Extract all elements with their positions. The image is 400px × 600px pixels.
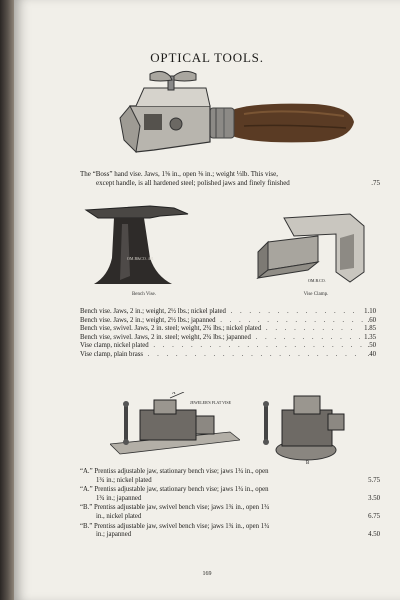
hand-vise-icon: [114, 66, 364, 166]
bench-vise-list: [80, 308, 376, 360]
prentiss-vise-list: [80, 468, 380, 541]
list-item: [80, 334, 376, 343]
item-line1: “A.” Prentiss adjustable jaw, stationary bench vise; jaws 1¾ in., open: [80, 468, 269, 475]
item-price: .50: [367, 342, 376, 350]
item-description: Bench vise. Jaws, 2 in.; weight, 2½ lbs.; japanned . . .: [80, 317, 364, 326]
item-description: Bench vise, swivel. Jaws, 2 in. steel; weight, 2¾ lbs.; japanned . . .: [80, 334, 360, 343]
label-a: A: [172, 392, 176, 396]
item-price: 1.10: [364, 308, 376, 315]
prentiss-vise-a-icon: [110, 392, 240, 462]
item-price: 1.35: [364, 333, 376, 341]
catalog-page: [14, 0, 400, 600]
item-price: 3.50: [368, 494, 380, 502]
item-price: 5.75: [368, 476, 380, 484]
vise-clamp-icon: [254, 212, 374, 290]
item-line2: 1¾ in.; japanned: [96, 494, 142, 502]
boss-vise-line1: The “Boss” hand vise. Jaws, 1⅝ in., open ⅜ in.; weight ⅓lb. This vise,: [80, 170, 278, 178]
item-line1: “B.” Prentiss adjustable jaw, swivel bench vise; jaws 1¾ in., open 1¾: [80, 522, 270, 530]
item-description: Bench vise. Jaws, 2 in.; weight, 2½ lbs.; nickel plated . . .: [80, 308, 360, 317]
jewelers-vise-label: JEWELER'S FLAT VISE: [190, 400, 232, 405]
label-b: B: [306, 461, 310, 466]
vise-clamp-caption: Vise Clamp.: [303, 292, 329, 297]
item-price: 4.50: [368, 531, 380, 539]
item-line1: “A.” Prentiss adjustable jaw, stationary bench vise; jaws 1¾ in., open: [80, 486, 269, 494]
item-line2: in.; japanned: [96, 531, 132, 539]
prentiss-vise-b-icon: [256, 380, 356, 466]
item-line2: in., nickel plated: [96, 512, 142, 520]
bench-vise-caption: Bench Vise.: [131, 292, 157, 297]
boss-vise-line2: except handle, is all hardened steel; polished jaws and finely finished: [96, 179, 290, 187]
item-description: Vise clamp, plain brass . . .: [80, 351, 364, 360]
list-item: [80, 351, 376, 360]
item-price: 1.85: [364, 325, 376, 333]
item-price: .60: [367, 316, 376, 324]
list-item: [80, 325, 376, 334]
bench-vise-stamp: OM.B&CO. 401: [127, 256, 154, 261]
anvil-bench-vise-icon: [80, 196, 200, 292]
page-number: 169: [202, 571, 212, 577]
book-spine: [0, 0, 14, 600]
item-price: .40: [367, 350, 376, 358]
clamp-stamp: OM.B.CO.: [308, 278, 326, 283]
boss-vise-price: .75: [371, 179, 380, 187]
list-item: [80, 308, 376, 317]
item-line1: “B.” Prentiss adjustable jaw, swivel bench vise; jaws 1¾ in., open 1¾: [80, 504, 270, 512]
list-item: [80, 504, 380, 521]
item-line2: 1¾ in.; nickel plated: [96, 476, 152, 484]
list-item: [80, 468, 380, 485]
list-item: [80, 317, 376, 326]
item-description: Bench vise, swivel. Jaws, 2 in. steel; weight, 2¾ lbs.; nickel plated . . .: [80, 325, 360, 334]
item-price: 6.75: [368, 512, 380, 520]
list-item: [80, 342, 376, 351]
list-item: [80, 523, 380, 540]
boss-vise-description: [80, 170, 380, 188]
list-item: [80, 486, 380, 503]
page-title: OPTICAL TOOLS.: [150, 50, 264, 65]
item-description: Vise clamp, nickel plated . . .: [80, 342, 364, 351]
